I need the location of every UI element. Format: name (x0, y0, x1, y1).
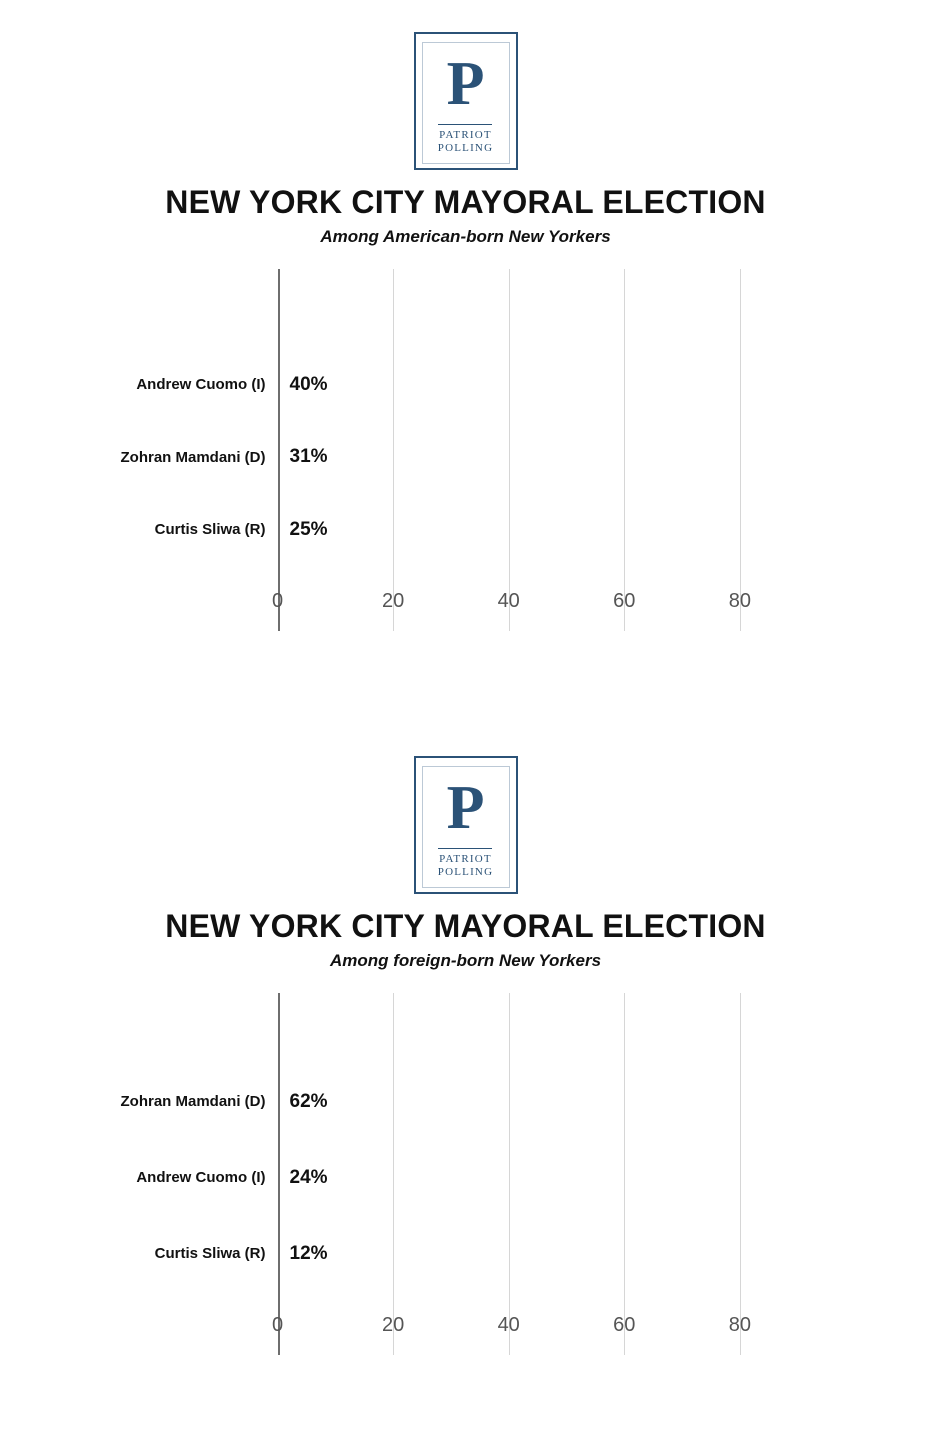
chart-axes (120, 993, 856, 1355)
bar-value-label: 25% (289, 518, 328, 540)
logo-divider (438, 848, 492, 849)
bar-group (120, 993, 856, 1355)
poll-panel-american-born (0, 0, 931, 726)
patriot-polling-logo (414, 756, 518, 894)
logo-inner-frame (422, 42, 510, 164)
logo-monogram-icon: P (446, 774, 485, 842)
logo-brand-line2: POLLING (437, 142, 494, 154)
bar-row (136, 349, 328, 421)
bar-row (154, 1221, 328, 1286)
bar-value-label: 24% (289, 1166, 328, 1188)
x-tick-0: 0 (271, 590, 284, 612)
bar-category-label: Curtis Sliwa (R) (154, 1245, 266, 1263)
poll-panel-foreign-born (0, 726, 931, 1453)
chart-axes (120, 269, 856, 631)
logo-brand-line1: PATRIOT (439, 129, 492, 141)
bar-row (120, 1069, 328, 1134)
chart-title: NEW YORK CITY MAYORAL ELECTION (165, 184, 766, 220)
chart-title: NEW YORK CITY MAYORAL ELECTION (165, 908, 766, 944)
x-tick-80: 80 (728, 590, 752, 612)
x-tick-60: 60 (613, 1314, 636, 1336)
logo-inner-frame (422, 766, 510, 888)
x-tick-40: 40 (497, 1314, 520, 1336)
logo-monogram-icon: P (446, 50, 485, 118)
bar-value-label: 40% (289, 373, 328, 395)
logo-divider (438, 124, 492, 125)
chart-subtitle: Among foreign-born New Yorkers (329, 951, 602, 970)
logo-brand-line2: POLLING (437, 866, 494, 878)
bar-row (154, 493, 328, 565)
bar-category-label: Andrew Cuomo (I) (136, 1169, 266, 1187)
bar-category-label: Zohran Mamdani (D) (120, 448, 266, 466)
logo-brand-line1: PATRIOT (439, 853, 492, 865)
x-tick-20: 20 (381, 1314, 405, 1336)
bar-category-label: Curtis Sliwa (R) (154, 521, 266, 539)
x-tick-80: 80 (728, 1314, 752, 1336)
bar-value-label: 12% (289, 1242, 328, 1264)
bar-category-label: Andrew Cuomo (I) (136, 376, 266, 394)
x-tick-0: 0 (271, 1314, 284, 1336)
bar-value-label: 62% (289, 1090, 328, 1112)
chart-subtitle: Among American-born New Yorkers (320, 227, 611, 246)
patriot-polling-logo (414, 32, 518, 170)
bar-group (120, 269, 856, 631)
bar-value-label: 31% (289, 446, 328, 468)
x-tick-40: 40 (497, 590, 520, 612)
x-tick-60: 60 (613, 590, 636, 612)
chart-plot-area (36, 269, 896, 689)
bar-row (136, 1145, 328, 1210)
logo-wrap (0, 0, 931, 170)
bar-row (120, 421, 328, 493)
chart-plot-area (36, 993, 896, 1413)
x-tick-20: 20 (381, 590, 405, 612)
bar-category-label: Zohran Mamdani (D) (120, 1093, 266, 1111)
logo-wrap (0, 726, 931, 894)
